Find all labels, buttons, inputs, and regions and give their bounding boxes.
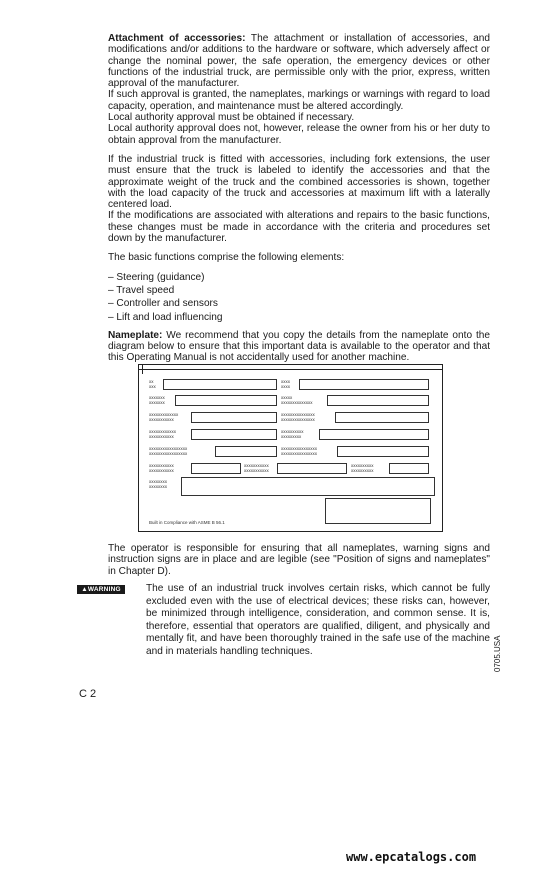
field-label: xxxxxxxxxxx xxxxxxxxxxx [244,463,269,473]
nameplate-field[interactable] [191,463,241,474]
nameplate-field[interactable] [277,463,347,474]
warning-badge: ▲WARNING [77,585,125,594]
field-label: xxxxxxxxxxxxx xxxxxxxxxxx [149,412,179,422]
field-label: xxxxx xxxxxxxxxxxxxx [281,395,313,405]
nameplate-field[interactable] [191,429,277,440]
nameplate-field[interactable] [215,446,277,457]
nameplate-field[interactable] [299,379,429,390]
nameplate-tick [142,365,143,374]
nameplate-field[interactable] [319,429,429,440]
field-label: xxxxxxxxxxxxxxx xxxxxxxxxxxxxxx [281,412,315,422]
nameplate-field[interactable] [181,477,435,496]
operator-paragraph: The operator is responsible for ensuring that all nameplates, warning signs and instruction signs are in place and are legible (see "Position of signs and nameplates" in Chapter D). [108,543,490,577]
field-label: xxxxxxxxxxx xxxxxxxxxxx [149,463,174,473]
modifications-paragraph: If the modifications are associated with alterations and repairs to the basic functions, these changes must be made in accordance with the criteria and procedures set down by the manufacturer. [108,210,490,245]
nameplate-text: We recommend that you copy the details from the nameplate onto the diagram below to ensure that this important data is available to the operator and that this Operating Manual is not accidentally used for another machine. [108,329,490,364]
list-item: – Steering (guidance) [108,272,490,283]
warning-badge-label: WARNING [87,586,121,593]
nameplate-stamp-box [325,498,431,524]
field-label: xxxxxxxxxxxxxxxx xxxxxxxxxxxxxxxx [281,446,317,456]
basic-functions-list [108,272,490,323]
field-label: xxxx xxxx [281,379,290,389]
list-item: – Controller and sensors [108,298,490,309]
approval-line: If such approval is granted, the nameplates, markings or warnings with regard to load capacity, operation, and maintenance must be altered accordingly. [108,89,490,112]
nameplate-paragraph [108,330,490,364]
fork-extensions-paragraph: If the industrial truck is fitted with accessories, including fork extensions, the user must ensure that the truck is labeled to identify the accessories and that the approximate weight of the truck and the combined accessories is shown, together with the load capacity of the truck and accessories at maximum lift with a laterally centered load. [108,153,490,211]
field-label: xx xxx [149,379,156,389]
nameplate-field[interactable] [389,463,429,474]
field-label: xxxxxxxxxxxx xxxxxxxxxxx [149,429,176,439]
approval-line: Local authority approval must be obtained if necessary. [108,112,355,124]
nameplate-field[interactable] [327,395,429,406]
nameplate-field[interactable] [335,412,429,423]
document-code: 0705.USA [493,635,502,672]
operator-section [108,543,490,577]
website-watermark: www.epcatalogs.com [346,850,477,864]
list-item: – Lift and load influencing [108,312,490,323]
page-number: C 2 [79,688,97,700]
nameplate-field[interactable] [163,379,277,390]
warning-text: The use of an industrial truck involves certain risks, which cannot be fully excluded even with the use of electrical devices; these risks can, however, be minimized through intelligence, consideration, and common sense. It is, therefore, essential that operators are qualified, diligent, and physically and mentally fit, and have been thoroughly trained in the safe use of the machine and in materials handling techniques. [146,583,490,657]
field-label: xxxxxxxxxxxxxxxxx xxxxxxxxxxxxxxxxx [149,446,188,456]
nameplate-footer: Built in Compliance with ASME B 56.1 [149,520,225,525]
basic-functions-intro: The basic functions comprise the following elements: [108,252,345,264]
approval-line: Local authority approval does not, however, release the owner from his or her duty to obtain approval from the manufacturer. [108,123,490,146]
nameplate-top-rule [139,369,442,370]
field-label: xxxxxxxx xxxxxxxx [149,479,167,489]
nameplate-field[interactable] [175,395,277,406]
accessories-text: The attachment or installation of accessories, and modifications and/or additions to the hardware or software, which adversely affect or change the nominal power, the safe operation, the emergency devices or other functions of the industrial truck, are permissible only with the prior, express, written approval of the manufacturer. [108,33,490,90]
nameplate-field[interactable] [191,412,277,423]
nameplate-diagram [138,364,443,532]
field-label: xxxxxxxxxx xxxxxxxxxx [351,463,374,473]
field-label: xxxxxxxxxx xxxxxxxxx [281,429,304,439]
nameplate-field[interactable] [337,446,429,457]
accessories-paragraph [108,33,490,89]
field-label: xxxxxxx xxxxxxx [149,395,165,405]
accessories-section [108,33,490,364]
accessories-heading: Attachment of accessories: [108,33,246,44]
list-item: – Travel speed [108,285,490,296]
nameplate-heading: Nameplate: [108,329,163,341]
